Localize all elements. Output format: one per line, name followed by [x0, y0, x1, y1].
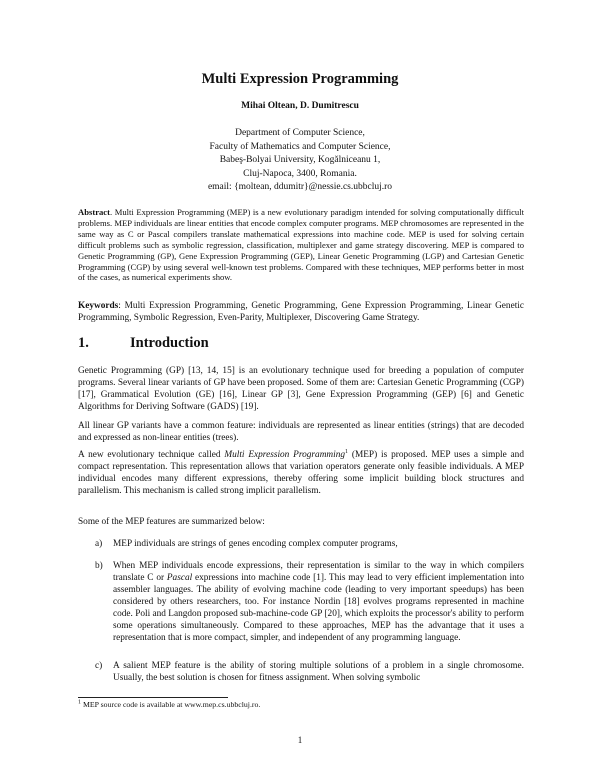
section-number: 1.	[78, 335, 89, 351]
b-after: expressions into machine code [1]. This may lead to very efficient implementation into assembler languages. The ability of evolving machine code (leading to very important speedups) has been considered by others researchers, too. For instance Nordin [18] evolves programs represented in machine code. Poli and Langdon proposed sub-machine-code GP [20], which exploits the processor's ability to perform some operations simultaneously. Compared to these approaches, MEP has the advantage that it uses a representation that is more compact, simpler, and independent of any programming language.	[113, 573, 524, 643]
abstract	[78, 207, 524, 283]
keywords-label: Keywords	[78, 301, 119, 311]
footnote	[78, 700, 260, 709]
list-text	[113, 560, 524, 644]
affiliation-line: Faculty of Mathematics and Computer Science,	[209, 141, 391, 152]
p3-after: (MEP) is proposed. MEP uses a simple and compact representation. This representation allows that variation operators generate only feasible individuals. A MEP individual encodes many different expressions, thereby offering some implicit building block structures and parallelism. This mechanism is called strong implicit parallelism.	[78, 450, 524, 496]
affiliation-line: Department of Computer Science,	[235, 128, 365, 138]
email-line: email: {moltean, ddumitr}@nessie.cs.ubbcluj.ro	[207, 182, 393, 193]
author-names: Mihai Oltean, D. Dumitrescu	[241, 101, 359, 111]
p3-before: A new evolutionary technique called	[78, 450, 225, 460]
affiliation-line: Cluj-Napoca, 3400, Romania.	[243, 168, 357, 179]
footnote-text: MEP source code is available at www.mep.cs.ubbcluj.ro.	[81, 700, 261, 709]
list-text: A salient MEP feature is the ability of storing multiple solutions of a problem in a single chromosome. Usually, the best solution is chosen for fitness assignment. When solving symbolic	[113, 661, 524, 683]
p3-italic: Multi Expression Programming	[224, 450, 346, 460]
keywords-text: : Multi Expression Programming, Genetic Programming, Gene Expression Programming, Linear Genetic Programming, Symbolic Regression, Even-Parity, Multiplexer, Discovering Game Strategy.	[78, 301, 524, 323]
page-number: 1	[297, 735, 303, 745]
abstract-text: . Multi Expression Programming (MEP) is a new evolutionary paradigm intended for solving computationally difficult problems. MEP individuals are linear entities that encode complex computer programs. MEP chromosomes are represented in the same way as C or Pascal compilers translate mathematical expressions into machine code. MEP is used for solving certain difficult problems such as symbolic regression, classification, multiplexer and game strategy discovering. MEP is compared to Genetic Programming (GP), Gene Expression Programming (GEP), Linear Genetic Programming (LGP) and Cartesian Genetic Programming (CGP) by using several well-known test problems. Compared with these techniques, MEP performs better in most of the cases, as numerical experiments show.	[78, 207, 524, 283]
footnote-mark: 1	[78, 699, 81, 706]
keywords	[78, 300, 524, 324]
b-italic: Pascal	[166, 573, 193, 583]
intro-paragraph-3	[78, 449, 524, 497]
b-before: When MEP individuals encode expressions, their representation is similar to the way in which compilers translate C or	[113, 561, 524, 583]
footnote-ref: 1	[345, 448, 349, 455]
list-marker: c)	[95, 661, 103, 671]
intro-paragraph-1: Genetic Programming (GP) [13, 14, 15] is an evolutionary technique used for breeding a population of computer programs. Several linear variants of GP have been proposed. Some of them are: Cartesian Genetic Programming (CGP) [17], Grammatical Evolution (GE) [16], Linear GP [3], Gene Expression Programming (GEP) [6] and Genetic Algorithms for Deriving Software (GADS) [19].	[78, 366, 524, 412]
affiliation-line: Babeş-Bolyai University, Kogălniceanu 1,	[219, 155, 381, 166]
footnote-rule	[78, 697, 228, 698]
list-marker: b)	[95, 561, 103, 571]
section-title: Introduction	[130, 335, 209, 351]
intro-paragraph-4: Some of the MEP features are summarized below:	[78, 517, 265, 527]
affiliation-block	[0, 127, 600, 195]
section-heading	[78, 335, 209, 352]
intro-paragraph-2: All linear GP variants have a common feature: individuals are represented as linear entities (strings) that are decoded and expressed as non-linear entities (trees).	[78, 421, 524, 443]
paper-title: Multi Expression Programming	[201, 71, 399, 87]
list-text: MEP individuals are strings of genes encoding complex computer programs,	[113, 539, 398, 549]
list-marker: a)	[95, 539, 103, 549]
abstract-label: Abstract	[78, 207, 110, 217]
